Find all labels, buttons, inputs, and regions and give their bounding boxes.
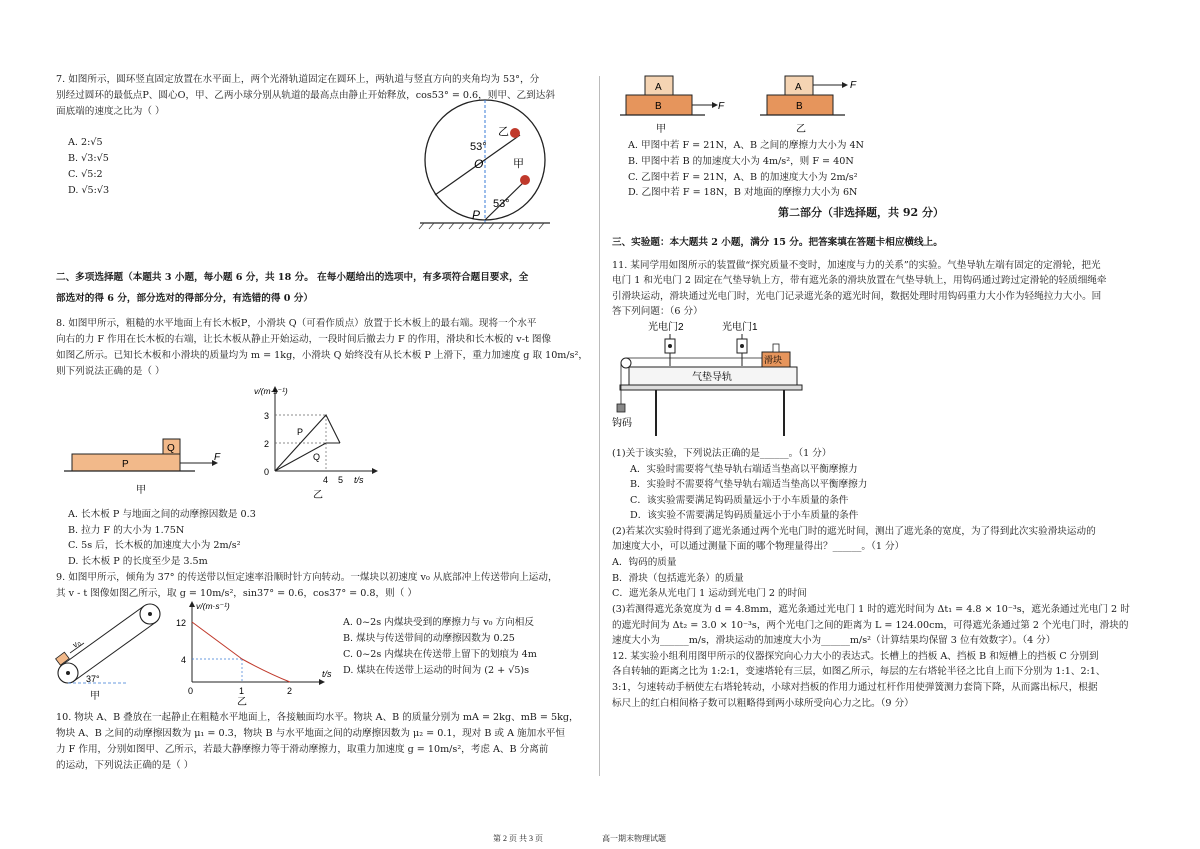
q8-stem-line2: 向右的力 F 作用在长木板的右端，让长木板从静止开始运动，一段时间后撤去力 F 的作用，滑块和长木板的 v-t 图像 (56, 334, 552, 345)
x-axis-label: t/s (354, 475, 364, 485)
column-divider (599, 76, 600, 776)
q12-stem-line3: 3:1，匀速转动手柄使左右塔轮转动，小球对挡板的作用力通过杠杆作用使弹簧测力套筒下降，从而露出标尺，根据 (612, 682, 1098, 693)
gate1-lens (740, 344, 744, 348)
q11-stem-line2: 电门 1 和光电门 2 固定在气垫导轨上方，带有遮光条的滑块放置在气垫导轨上，用钩码通过跨过定滑轮的轻质细绳牵 (612, 275, 1107, 286)
q11-part1-option-a: A．实验时需要将气垫导轨右端适当垫高以平衡摩擦力 (630, 464, 858, 475)
line-q (275, 443, 340, 471)
q7-stem-line2: 别经过圆环的最低点P、圆心O，甲、乙两小球分别从轨道的最高点由静止开始释放，cos53° = 0.6，则甲、乙到达斜 (56, 90, 555, 101)
q8-stem-line1: 8. 如图甲所示，粗糙的水平地面上有长木板P，小滑块 Q（可看作质点）放置于长木板上的最右端。现将一个水平 (56, 318, 537, 329)
q9-option-a: A. 0~2s 内煤块受到的摩擦力与 v₀ 方向相反 (343, 617, 534, 628)
tick-y2: 2 (264, 439, 270, 449)
line-p-label: P (297, 427, 304, 437)
q10-stem-line3: 力 F 作用，分别如图甲、乙所示，若最大静摩擦力等于滑动摩擦力，取重力加速度 g = 10m/s²，考虑 A、B 分离前 (56, 744, 549, 755)
q7-stem-line3: 面底端的速度之比为（ ） (56, 106, 165, 117)
track-label: 气垫导轨 (692, 372, 732, 383)
section2-heading-line2: 部选对的得 6 分，部分选对的得部分分，有选错的得 0 分） (56, 293, 313, 304)
weight-label: 钩码 (612, 418, 632, 429)
gate2-lens (668, 344, 672, 348)
q10-option-c: C. 乙图中若 F = 21N，A、B 的加速度大小为 2m/s² (628, 172, 858, 183)
tick-y3: 3 (264, 411, 270, 421)
caption-yi: 乙 (313, 490, 323, 501)
tick-origin: 0 (264, 467, 270, 477)
jia-f-label: F (718, 101, 725, 112)
page-number: 第 2 页 共 3 页 (493, 834, 543, 843)
q9-stem-line2: 其 v - t 图像如图乙所示，取 g = 10m/s²，sin37° = 0.6，cos37° = 0.8，则（ ） (56, 588, 417, 599)
jia-b-label: B (655, 101, 662, 112)
q11-part3-line2: 的遮光时间为 Δt₂ = 3.0 × 10⁻³s，两个光电门之间的距离为 L = 124.00cm，可得遮光条通过第 2 个光电门时，滑块的 (612, 620, 1129, 631)
q8-stem-line4: 则下列说法正确的是（ ） (56, 366, 165, 377)
jia-label: 甲 (513, 158, 524, 170)
q9-vt-graph (170, 598, 340, 708)
x-axis-arrow (372, 468, 378, 474)
q10-stem-line4: 的运动，下列说法正确的是（ ） (56, 760, 194, 771)
q11-airtrack-figure (612, 318, 812, 440)
board-p-label: P (122, 459, 129, 470)
ball-jia (520, 175, 530, 185)
q7-option-b: B. √3:√5 (68, 153, 109, 164)
q11-stem-line1: 11. 某同学用如图所示的装置做“探究质量不变时，加速度与力的关系”的实验。气垫导轨左端有固定的定滑轮，把光 (612, 260, 1101, 271)
q10-stem-line1: 10. 物块 A、B 叠放在一起静止在粗糙水平地面上，各接触面均水平。物块 A、B 的质量分别为 mA = 2kg、mB = 5kg， (56, 712, 579, 723)
q9-stem-line1: 9. 如图甲所示，倾角为 37° 的传送带以恒定速率沿顺时针方向转动。一煤块以初速度 v₀ 从底部冲上传送带向上运动， (56, 572, 558, 583)
q10-stem-line2: 物块 A、B 之间的动摩擦因数为 μ₁ = 0.3，物块 B 与水平地面之间的动摩擦因数为 μ₂ = 0.1，现对 B 或 A 施加水平恒 (56, 728, 566, 739)
section2-heading-line1: 二、多项选择题（本题共 3 小题，每小题 6 分，共 18 分。 在每小题给出的选项中，有多项符合题目要求，全 (56, 272, 529, 283)
tick-origin: 0 (188, 686, 194, 696)
part2-heading: 第二部分（非选择题，共 92 分） (778, 206, 944, 219)
tick-x1: 1 (239, 686, 245, 696)
q10-option-a: A. 甲图中若 F = 21N，A、B 之间的摩擦力大小为 4N (628, 140, 864, 151)
tick-y12: 12 (176, 618, 187, 628)
yi-b-label: B (796, 101, 803, 112)
top-pulley-axle (148, 612, 152, 616)
caption-jia: 甲 (90, 691, 100, 702)
q11-part1-option-b: B．实验时不需要将气垫导轨右端适当垫高以平衡摩擦力 (630, 479, 868, 490)
q10-option-b: B. 甲图中若 B 的加速度大小为 4m/s²，则 F = 40N (628, 156, 854, 167)
slider-label: 滑块 (764, 355, 783, 365)
q11-part2-option-b: B．滑块（包括遮光条）的质量 (612, 573, 744, 584)
section3-heading: 三、实验题：本大题共 2 小题，满分 15 分。把答案填在答题卡相应横线上。 (612, 237, 943, 248)
q8-vt-graph (250, 383, 390, 501)
y-axis-arrow (189, 601, 195, 607)
velocity-curve (192, 622, 290, 682)
caption-yi: 乙 (796, 124, 806, 135)
yi-force-arrowhead (842, 82, 848, 88)
q11-part1-option-c: C．该实验需要满足钩码质量远小于小车质量的条件 (630, 495, 849, 506)
exam-title: 高一期末物理试题 (602, 834, 666, 843)
q9-option-b: B. 煤块与传送带间的动摩擦因数为 0.25 (343, 633, 515, 644)
tick-x5: 5 (338, 475, 344, 485)
caption-jia: 甲 (656, 124, 666, 135)
light-shield (773, 344, 779, 352)
q11-part1-stem: (1)关于该实验，下列说法正确的是______。（1 分） (612, 448, 832, 459)
q7-option-a: A. 2:√5 (68, 137, 103, 148)
fixed-pulley (621, 358, 631, 368)
q11-part2-line1: (2)若某次实验时得到了遮光条通过两个光电门时的遮光时间，测出了遮光条的宽度，为了得到此次实验滑块运动的 (612, 526, 1096, 537)
q9-option-c: C. 0~2s 内煤块在传送带上留下的划痕为 4m (343, 649, 537, 660)
q12-stem-line1: 12. 某实验小组利用图甲所示的仪器探究向心力大小的表达式。长槽上的挡板 A、挡板 B 和短槽上的挡板 C 分别到 (612, 651, 1099, 662)
yi-a-label: A (795, 82, 802, 93)
q11-part2-option-c: C．遮光条从光电门 1 运动到光电门 2 的时间 (612, 588, 807, 599)
jia-a-label: A (655, 82, 662, 93)
belt-lower (74, 622, 156, 681)
y-axis-label: v/(m·s⁻¹) (254, 386, 288, 396)
q10-option-d: D. 乙图中若 F = 18N，B 对地面的摩擦力大小为 6N (628, 187, 858, 198)
center-o-label: O (474, 157, 484, 171)
q11-part1-option-d: D．该实验不需要满足钩码质量远小于小车质量的条件 (630, 510, 859, 521)
caption-yi: 乙 (237, 697, 247, 708)
q9-conveyor-figure (50, 598, 175, 703)
q9-option-d: D. 煤块在传送带上运动的时间为 (2 + √5)s (343, 665, 530, 676)
gate2-label: 光电门2 (648, 322, 684, 333)
q7-option-c: C. √5:2 (68, 169, 103, 180)
x-axis-label: t/s (322, 669, 332, 679)
q8-board-figure (60, 430, 240, 500)
q11-part3-line3: 速度大小为______m/s，滑块运动的加速度大小为______m/s²（计算结果均保留 3 位有效数字）。（4 分） (612, 635, 1056, 646)
ground-hatch (419, 223, 544, 229)
caption-jia: 甲 (136, 485, 146, 496)
q10-blocks-figure (620, 72, 880, 137)
q8-option-a: A. 长木板 P 与地面之间的动摩擦因数是 0.3 (68, 509, 256, 520)
block-q-label: Q (167, 443, 175, 454)
tick-y4: 4 (181, 655, 187, 665)
q11-part3-line1: (3)若测得遮光条宽度为 d = 4.8mm，遮光条通过光电门 1 时的遮光时间为 Δt₁ = 4.8 × 10⁻³s，遮光条通过光电门 2 时 (612, 604, 1130, 615)
q12-stem-line4: 标尺上的红白相间格子数可以粗略得到两小球所受向心力之比。（9 分） (612, 698, 914, 709)
hook-weight (617, 404, 625, 412)
q7-stem-line1: 7. 如图所示，圆环竖直固定放置在水平面上，两个光滑轨道固定在圆环上，两轨道与竖直方向的夹角均为 53°，分 (56, 74, 540, 85)
angle-37-label: 37° (86, 674, 100, 684)
yi-label: 乙 (498, 126, 509, 138)
ball-yi (510, 128, 520, 138)
y-axis-label: v/(m·s⁻¹) (196, 601, 230, 611)
q8-option-c: C. 5s 后，长木板的加速度大小为 2m/s² (68, 540, 241, 551)
bottom-pulley-axle (66, 671, 70, 675)
belt-upper (62, 606, 144, 665)
tick-x2: 2 (287, 686, 293, 696)
q11-part2-option-a: A．钩码的质量 (612, 557, 677, 568)
q8-option-b: B. 拉力 F 的大小为 1.75N (68, 525, 185, 536)
q11-stem-line4: 答下列问题：（6 分） (612, 306, 703, 317)
q8-option-d: D. 长木板 P 的长度至少是 3.5m (68, 556, 208, 567)
line-q-label: Q (313, 452, 321, 462)
v0-label: v₀ (70, 637, 83, 650)
q11-part2-line2: 加速度大小，可以通过测量下面的哪个物理量得出？______。（1 分） (612, 541, 905, 552)
table-top (620, 385, 802, 390)
q12-stem-line2: 各自转轴的距离之比为 1:2:1，变速塔轮有三层，如图乙所示，每层的左右塔轮半径之比自上而下分别为 1:1、2:1、 (612, 666, 1106, 677)
point-p-label: P (472, 208, 481, 222)
q7-circle-figure (410, 95, 560, 235)
yi-f-label: F (850, 80, 857, 91)
x-axis-arrow (319, 679, 325, 685)
q7-option-d: D. √5:√3 (68, 185, 110, 196)
gate1-label: 光电门1 (722, 322, 758, 333)
q11-stem-line3: 引滑块运动，滑块通过光电门时，光电门记录遮光条的遮光时间，数据处理时用钩码重力大小作为轻绳拉力大小。回 (612, 291, 1102, 302)
q8-stem-line3: 如图乙所示。已知长木板和小滑块的质量均为 m = 1kg，小滑块 Q 始终没有从长木板 P 上滑下，重力加速度 g 取 10m/s²， (56, 350, 588, 361)
tick-x4: 4 (323, 475, 329, 485)
angle-top-label: 53° (470, 141, 487, 153)
angle-bottom-label: 53° (493, 198, 510, 210)
force-f-label: F (214, 452, 221, 463)
